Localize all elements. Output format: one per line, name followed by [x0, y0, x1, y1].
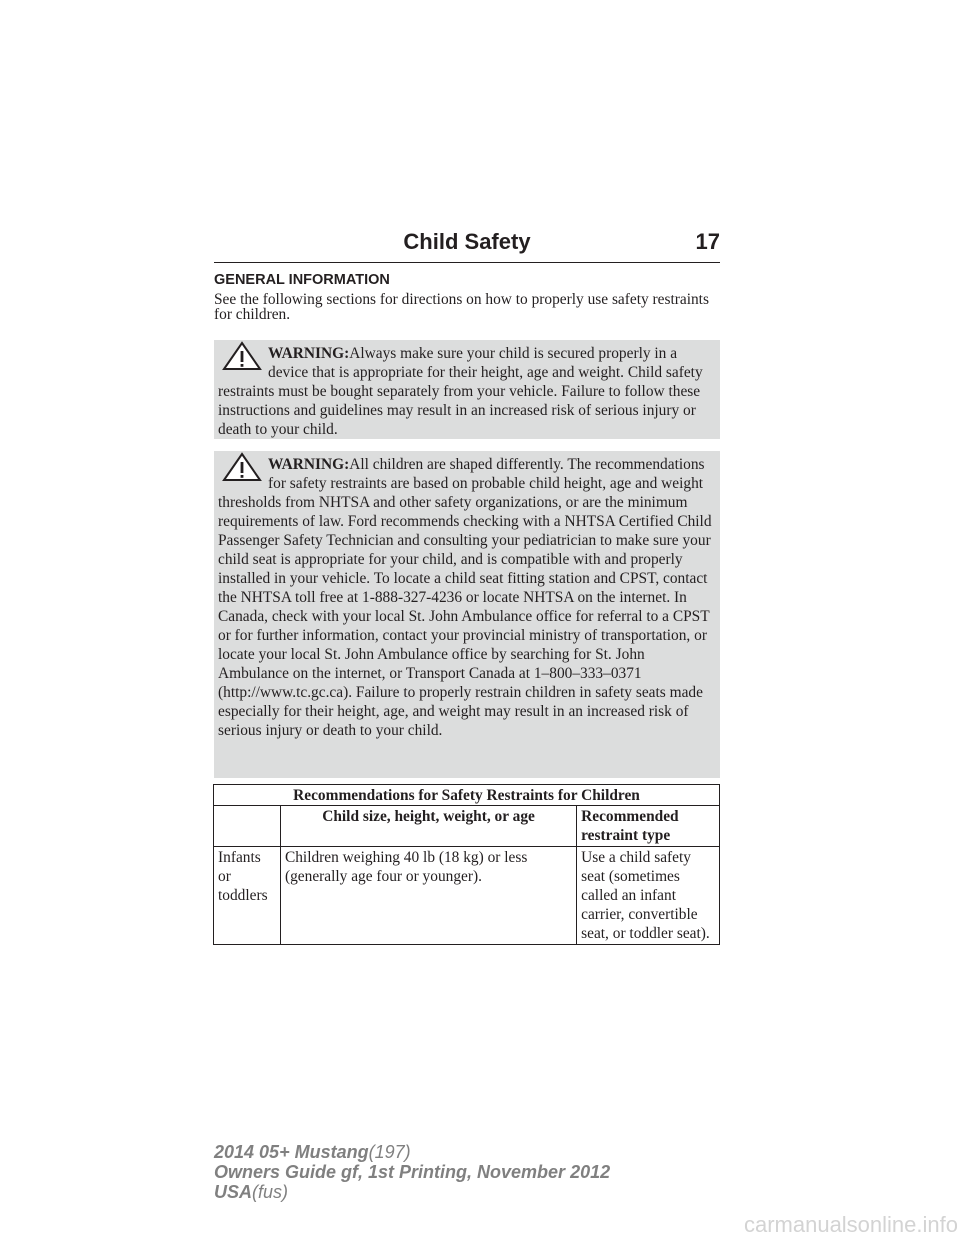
restraint-recommendation-table: [213, 784, 720, 945]
warning-label: WARNING:: [268, 345, 350, 362]
warning-body: All children are shaped differently. The recommendations for safety restraints are based on probable child height, age and weight thresholds from NHTSA and other safety organizations, or are the minimum requirements of law. Ford recommends checking with a NHTSA Certified Child Passenger Safety Technician and consulting your pediatrician to make sure your child seat is appropriate for your child, and is compatible with and properly installed in your vehicle. To locate a child seat fitting station and CPST, contact the NHTSA toll free at 1-888-327-4236 or locate NHTSA on the internet. In Canada, check with your local St. John Ambulance office for referral to a CPST or for further information, contact your provincial ministry of transportation, or locate your local St. John Ambulance office by searching for St. John Ambulance on the internet, or Transport Canada at 1–800–333–0371 (http://www.tc.gc.ca). Failure to properly restrain children in safety seats made especially for their height, age, and weight may result in an increased risk of serious injury or death to your child.: [218, 456, 712, 739]
footer-line: [214, 1182, 610, 1202]
table-caption: Recommendations for Safety Restraints for Children: [214, 785, 720, 806]
table-row: [214, 847, 720, 945]
footer-model: 2014 05+ Mustang: [214, 1142, 369, 1162]
warning-triangle-icon: [222, 452, 262, 482]
column-header: [214, 806, 281, 847]
column-header: Recommended restraint type: [577, 806, 720, 847]
intro-paragraph: See the following sections for directions on how to properly use safety restraints for children.: [214, 291, 709, 323]
warning-text: [218, 455, 717, 740]
table-header-row: [214, 806, 720, 847]
warning-label: WARNING:: [268, 456, 350, 473]
footer-market: USA: [214, 1182, 253, 1202]
table-cell: Children weighing 40 lb (18 kg) or less (generally age four or younger).: [280, 847, 576, 945]
footer-line: Owners Guide gf, 1st Printing, November 2012: [214, 1162, 611, 1182]
table-cell: Use a child safety seat (sometimes called an infant carrier, convertible seat, or toddler seat).: [577, 847, 720, 945]
footer-line: [214, 1142, 610, 1162]
warning-text: [218, 344, 717, 439]
site-watermark: carmanualsonline.info: [743, 1212, 958, 1237]
chapter-title: Child Safety: [403, 229, 531, 254]
section-heading: GENERAL INFORMATION: [214, 272, 390, 288]
warning-box: [214, 340, 720, 439]
warning-body: Always make sure your child is secured properly in a device that is appropriate for their height, age and weight. Child safety restraints must be bought separately from your vehicle. Failure to follow these instructions and guidelines may result in an increased risk of serious injury or death to your child.: [218, 345, 703, 438]
table-caption-row: [214, 785, 720, 806]
page-header: [214, 228, 720, 263]
document-footer: [214, 1142, 610, 1202]
warning-box: [214, 451, 720, 778]
footer-code: (197): [368, 1142, 411, 1162]
column-header: Child size, height, weight, or age: [280, 806, 576, 847]
table-cell: Infants or toddlers: [214, 847, 281, 945]
page-number: 17: [695, 229, 720, 254]
warning-triangle-icon: [222, 341, 262, 371]
footer-market-code: (fus): [252, 1182, 289, 1202]
